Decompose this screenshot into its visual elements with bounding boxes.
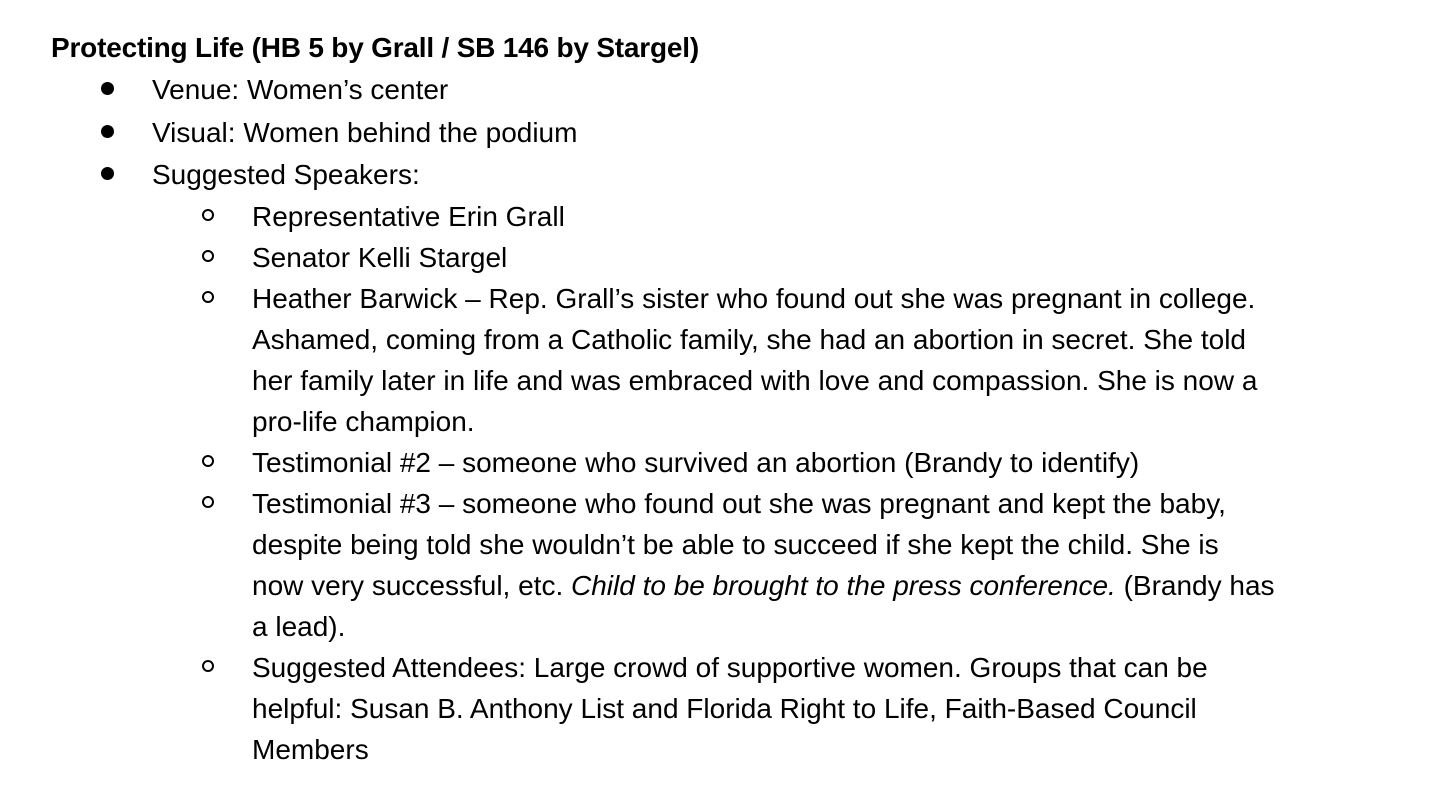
italic-note: Child to be brought to the press conference. [571, 570, 1116, 601]
text-run: (Brandy has [1115, 570, 1275, 601]
sub-item-text: Representative Erin Grall [252, 201, 565, 232]
sub-item-text: Testimonial #2 – someone who survived an abortion (Brandy to identify) [252, 447, 1140, 478]
circle-bullet-icon [202, 209, 214, 221]
circle-bullet-icon [202, 660, 214, 672]
section-heading: Protecting Life (HB 5 by Grall / SB 146 by Stargel) [51, 32, 699, 63]
sub-item-text: Senator Kelli Stargel [252, 242, 508, 273]
text-run: now very successful, etc. [252, 570, 572, 601]
sub-item-text-line: Members [252, 734, 369, 765]
sub-item-text-line: Heather Barwick – Rep. Grall’s sister who found out she was pregnant in college. [252, 283, 1256, 314]
bullet-text: Suggested Speakers: [152, 159, 420, 190]
bullet-dot-icon [101, 82, 114, 95]
sub-item-text-line [252, 565, 1402, 606]
sub-item-text-line: Ashamed, coming from a Catholic family, she had an abortion in secret. She told [252, 324, 1246, 355]
circle-bullet-icon [202, 250, 214, 262]
bullet-text: Visual: Women behind the podium [152, 117, 578, 148]
sub-item-text-line: helpful: Susan B. Anthony List and Florida Right to Life, Faith-Based Council [252, 693, 1197, 724]
sub-item-text-line: despite being told she wouldn’t be able to succeed if she kept the child. She is [252, 529, 1219, 560]
circle-bullet-icon [202, 455, 214, 467]
sub-item-text-line: her family later in life and was embraced with love and compassion. She is now a [252, 365, 1258, 396]
circle-bullet-icon [202, 496, 214, 508]
sub-item-text-line: Suggested Attendees: Large crowd of supportive women. Groups that can be [252, 652, 1208, 683]
sub-item-text-line: Testimonial #3 – someone who found out she was pregnant and kept the baby, [252, 488, 1226, 519]
bullet-dot-icon [101, 125, 114, 138]
sub-item-text-line: pro-life champion. [252, 406, 475, 437]
circle-bullet-icon [202, 291, 214, 303]
bullet-text: Venue: Women’s center [152, 74, 449, 105]
bullet-dot-icon [101, 167, 114, 180]
sub-item-text-line: a lead). [252, 611, 346, 642]
